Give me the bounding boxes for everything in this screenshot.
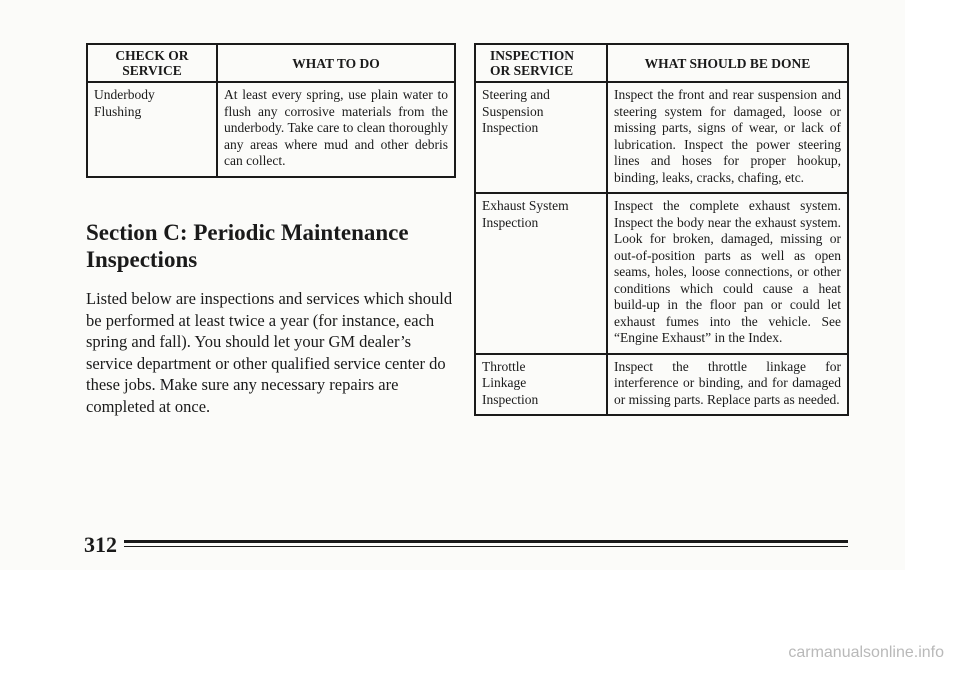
page-number: 312 <box>84 532 117 557</box>
service-item: Underbody Flushing <box>87 82 217 177</box>
column-header-what-to-do: WHAT TO DO <box>217 44 455 82</box>
underbody-service-table <box>86 43 456 178</box>
site-watermark: carmanualsonline.info <box>788 644 944 661</box>
service-instructions: At least every spring, use plain water to flush any corrosive materials from the underbody. Take care to clean thoroughly any areas where mud and other debris can collect. <box>217 82 455 177</box>
inspection-item: Steering and Suspension Inspection <box>475 82 607 193</box>
periodic-inspection-table <box>474 43 849 416</box>
table-row <box>475 82 848 193</box>
inspection-instructions: Inspect the complete exhaust system. Inspect the body near the exhaust system. Look for broken, damaged, missing or out-of-position parts as well as open seams, holes, loose connections, or other conditions which could cause a heat build-up in the floor pan or could let exhaust fumes into the vehicle. See “Engine Exhaust” in the Index. <box>607 193 848 354</box>
footer-rule-thin <box>124 546 848 547</box>
table-row <box>475 354 848 416</box>
column-header-inspection-or-service: INSPECTION OR SERVICE <box>475 44 607 82</box>
column-header-what-should-be-done: WHAT SHOULD BE DONE <box>607 44 848 82</box>
footer-rule <box>124 540 848 543</box>
inspection-item: Exhaust System Inspection <box>475 193 607 354</box>
inspection-instructions: Inspect the front and rear suspension and steering system for damaged, loose or missing parts, signs of wear, or lack of lubrication. Inspect the power steering lines and hoses for proper hookup, binding, leaks, cracks, chafing, etc. <box>607 82 848 193</box>
table-header-row <box>87 44 455 82</box>
inspection-item: Throttle Linkage Inspection <box>475 354 607 416</box>
section-heading: Section C: Periodic Maintenance Inspections <box>86 220 409 272</box>
inspection-instructions: Inspect the throttle linkage for interference or binding, and for damaged or missing parts. Replace parts as needed. <box>607 354 848 416</box>
table-header-row <box>475 44 848 82</box>
section-intro-paragraph: Listed below are inspections and services which should be performed at least twice a year (for instance, each spring and fall). You should let your GM dealer’s service department or other qualified service center do these jobs. Make sure any necessary repairs are completed at once. <box>86 289 453 416</box>
column-header-check-or-service: CHECK OR SERVICE <box>87 44 217 82</box>
table-row <box>475 193 848 354</box>
table-row <box>87 82 455 177</box>
